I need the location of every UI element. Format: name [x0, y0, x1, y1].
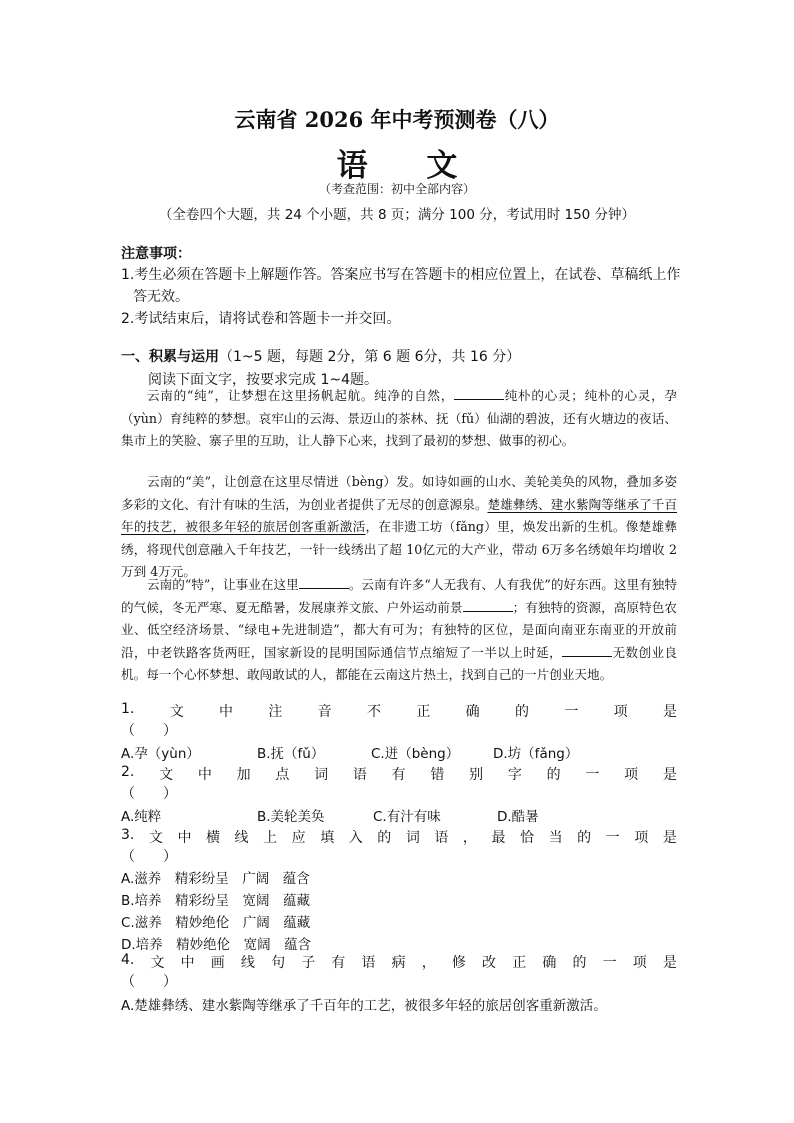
- q1-stem-char: 的: [514, 704, 529, 720]
- exam-title: 云南省 2026 年中考预测卷（八）: [234, 107, 560, 132]
- question-3-stem: [121, 827, 677, 847]
- q2-stem-char: 加: [236, 767, 251, 783]
- question-2-answer-paren[interactable]: （ ）: [121, 786, 177, 802]
- q3-stem-char: 3.: [121, 827, 135, 843]
- q1-option-d[interactable]: D.坊（fǎng）: [493, 746, 579, 762]
- q2-option-c[interactable]: C.有汁有味: [373, 809, 441, 825]
- q2-stem-char: 一: [585, 767, 600, 783]
- q2-stem-char: 是: [662, 767, 677, 783]
- section-1-note: （1~5 题，每题 2分，第 6 题 6分，共 16 分）: [219, 349, 521, 365]
- question-2-stem: [121, 764, 677, 784]
- section-1-instruction: 阅读下面文字，按要求完成 1~4题。: [148, 372, 378, 388]
- q4-stem-char: 线: [240, 955, 255, 971]
- p1-text-a: 云南的“纯”，让梦想在这里扬帆起航。纯净的自然，: [147, 388, 455, 403]
- q3-stem-char: 最: [491, 830, 506, 846]
- passage-paragraph-1: [121, 385, 677, 453]
- question-4-stem: [121, 952, 677, 972]
- q2-stem-char: 2.: [121, 764, 135, 780]
- q1-stem-char: 一: [564, 704, 579, 720]
- q2-stem-char: 中: [197, 767, 212, 783]
- q4-stem-char: 修: [451, 955, 466, 971]
- q4-stem-char: 子: [301, 955, 316, 971]
- q3-stem-char: 一: [605, 830, 620, 846]
- q1-stem-char: 正: [416, 704, 431, 720]
- q2-stem-char: 的: [546, 767, 561, 783]
- p3-text-d: 无数创业良机。每一个心怀梦想、敢闯敢试的人，都能在云南这片热土，找到自己的一片创业天地。: [121, 644, 678, 682]
- fill-blank-2: [299, 576, 349, 589]
- q2-option-d[interactable]: D.酷暑: [497, 809, 539, 825]
- q4-stem-char: 正: [512, 955, 527, 971]
- q3-stem-char: 语: [434, 830, 449, 846]
- q4-stem-char: 一: [602, 955, 617, 971]
- notice-title: 注意事项：: [121, 246, 191, 262]
- p1-text-b: 纯朴的心灵；纯朴的心灵，孕（yùn）育纯粹的梦想。哀牢山的云海、景迈山的茶林、抚（fǔ）仙湖的碧波，还有火塘边的夜话、集市上的笑脸、寨子里的互助，让人静下心来，找到了最初的梦想、做事的初心。: [121, 388, 678, 448]
- q3-stem-char: 横: [206, 830, 220, 846]
- q1-option-a[interactable]: A.孕（yùn）: [121, 746, 200, 762]
- q2-stem-char: 字: [507, 767, 522, 783]
- q2-stem-char: 词: [314, 767, 329, 783]
- q1-stem-char: 音: [317, 704, 332, 720]
- q4-stem-char: 4.: [121, 952, 135, 968]
- q2-stem-char: 错: [430, 767, 445, 783]
- q1-stem-char: 文: [169, 704, 184, 720]
- q3-stem-char: 线: [234, 830, 249, 846]
- section-1-title: 一、积累与运用: [121, 349, 219, 365]
- question-1-answer-paren[interactable]: （ ）: [121, 723, 177, 739]
- q3-stem-char: 词: [405, 830, 420, 846]
- q4-stem-char: 语: [361, 955, 376, 971]
- notice-item-1: [121, 264, 681, 308]
- q2-stem-char: 文: [159, 767, 174, 783]
- q4-stem-char: 改: [482, 955, 497, 971]
- fill-blank-3: [463, 599, 513, 612]
- q1-stem-char: 中: [219, 704, 234, 720]
- p3-text-c: ；有独特的资源，高原特色农业、低空经济场景、“绿电+先进制造”，都大有可为；有独特的区位，是面向南亚东南亚的开放前沿，中老铁路客货两旺，国家新设的昆明国际通信节点缩短了一半以上时延，: [121, 599, 678, 660]
- q1-stem-char: 确: [465, 704, 480, 720]
- q3-stem-char: 项: [634, 830, 649, 846]
- q1-stem-char: 不: [367, 704, 381, 720]
- q4-stem-char: 项: [632, 955, 647, 971]
- q1-stem-char: 项: [613, 704, 628, 720]
- q3-stem-char: 的: [577, 830, 592, 846]
- q1-option-c[interactable]: C.迸（bèng）: [371, 746, 460, 762]
- q4-stem-char: 是: [662, 955, 677, 971]
- q3-stem-char: ，: [462, 830, 477, 846]
- q3-stem-char: 是: [662, 830, 677, 846]
- q4-stem-char: 确: [542, 955, 557, 971]
- q4-stem-char: ，: [421, 955, 436, 971]
- passage-paragraph-3: [121, 574, 677, 687]
- q3-option-b[interactable]: B.培养 精彩纷呈 宽阔 蕴藏: [121, 893, 311, 909]
- q2-option-b[interactable]: B.美轮美奂: [257, 809, 325, 825]
- passage-paragraph-2: [121, 471, 677, 584]
- question-3-answer-paren[interactable]: （ ）: [121, 849, 177, 865]
- q1-stem-char: 是: [662, 704, 677, 720]
- notice-item-2: 2.考试结束后，请将试卷和答题卡一并交回。: [121, 311, 401, 327]
- q4-stem-char: 病: [391, 955, 406, 971]
- q2-stem-char: 项: [624, 767, 639, 783]
- q3-stem-char: 当: [548, 830, 563, 846]
- p2-text-b: ，在非遗工坊（fǎng）里，焕发出新的生机。像楚雄彝绣，将现代创意融入千年技艺，一针一线绣出了超 10亿元的大产业，带动 6万多名绣娘年均增收 2万到 4万元。: [121, 519, 678, 579]
- exam-info: （全卷四个大题，共 24 个小题，共 8 页；满分 100 分，考试用时 150 分钟）: [158, 207, 636, 223]
- q2-stem-char: 语: [352, 767, 367, 783]
- notice-item-1-line-2: 答无效。: [133, 289, 189, 305]
- q3-option-a[interactable]: A.滋养 精彩纷呈 广阔 蕴含: [121, 871, 310, 887]
- question-4-answer-paren[interactable]: （ ）: [121, 974, 177, 990]
- p3-text-a: 云南的“特”，让事业在这里: [147, 577, 299, 592]
- q4-stem-char: 有: [331, 955, 346, 971]
- p2-text-a: 云南的“美”，让创意在这里尽情迸（bèng）发。如诗如画的山水、美轮美奂的风物，叠加多姿多彩的文化、有汁有味的生活，为创业者提供了无尽的创意源泉。: [121, 474, 677, 512]
- q3-stem-char: 应: [291, 830, 306, 846]
- q3-stem-char: 中: [177, 830, 192, 846]
- q4-stem-char: 句: [271, 955, 286, 971]
- q3-stem-char: 文: [148, 830, 163, 846]
- q2-stem-char: 有: [391, 767, 406, 783]
- q4-stem-char: 的: [572, 955, 587, 971]
- q3-stem-char: 的: [377, 830, 392, 846]
- q3-stem-char: 恰: [520, 830, 535, 846]
- q4-stem-char: 画: [210, 955, 225, 971]
- q1-option-b[interactable]: B.抚（fǔ）: [257, 746, 325, 762]
- subject-title: 语 文: [336, 148, 482, 184]
- fill-blank-1: [454, 387, 504, 400]
- q1-stem-char: 1.: [121, 701, 135, 717]
- q1-stem-char: 注: [268, 704, 283, 720]
- q3-stem-char: 入: [348, 830, 363, 846]
- section-1-heading: [121, 346, 520, 366]
- notice-item-1-line-1: 1.考生必须在答题卡上解题作答。答案应书写在答题卡的相应位置上，在试卷、草稿纸上作: [121, 267, 681, 283]
- q3-stem-char: 上: [263, 830, 278, 846]
- q3-option-c[interactable]: C.滋养 精妙绝伦 广阔 蕴藏: [121, 915, 311, 931]
- q2-option-a[interactable]: A.纯粹: [121, 809, 162, 825]
- q4-option-a[interactable]: A.楚雄彝绣、建水紫陶等继承了千百年的工艺，被很多年轻的旅居创客重新激活。: [121, 998, 607, 1014]
- q3-option-d[interactable]: D.培养 精妙绝伦 宽阔 蕴含: [121, 937, 312, 953]
- q4-stem-char: 文: [150, 955, 165, 971]
- q2-stem-char: 别: [469, 767, 484, 783]
- exam-scope: （考查范围：初中全部内容）: [318, 182, 475, 196]
- underlined-sentence: 楚雄彝绣、建水紫陶等继承了千百年的技艺，被很多年轻的旅居创客重新激活: [121, 496, 678, 534]
- p3-text-b: 。云南有许多“人无我有、人有我优”的好东西。这里有独特的气候，冬无严寒、夏无酷暑，发展康养文旅、户外运动前景: [121, 577, 677, 615]
- fill-blank-4: [562, 644, 612, 657]
- q4-stem-char: 中: [180, 955, 195, 971]
- q3-stem-char: 填: [320, 830, 335, 846]
- question-1-stem: [121, 701, 677, 721]
- q2-stem-char: 点: [275, 767, 290, 783]
